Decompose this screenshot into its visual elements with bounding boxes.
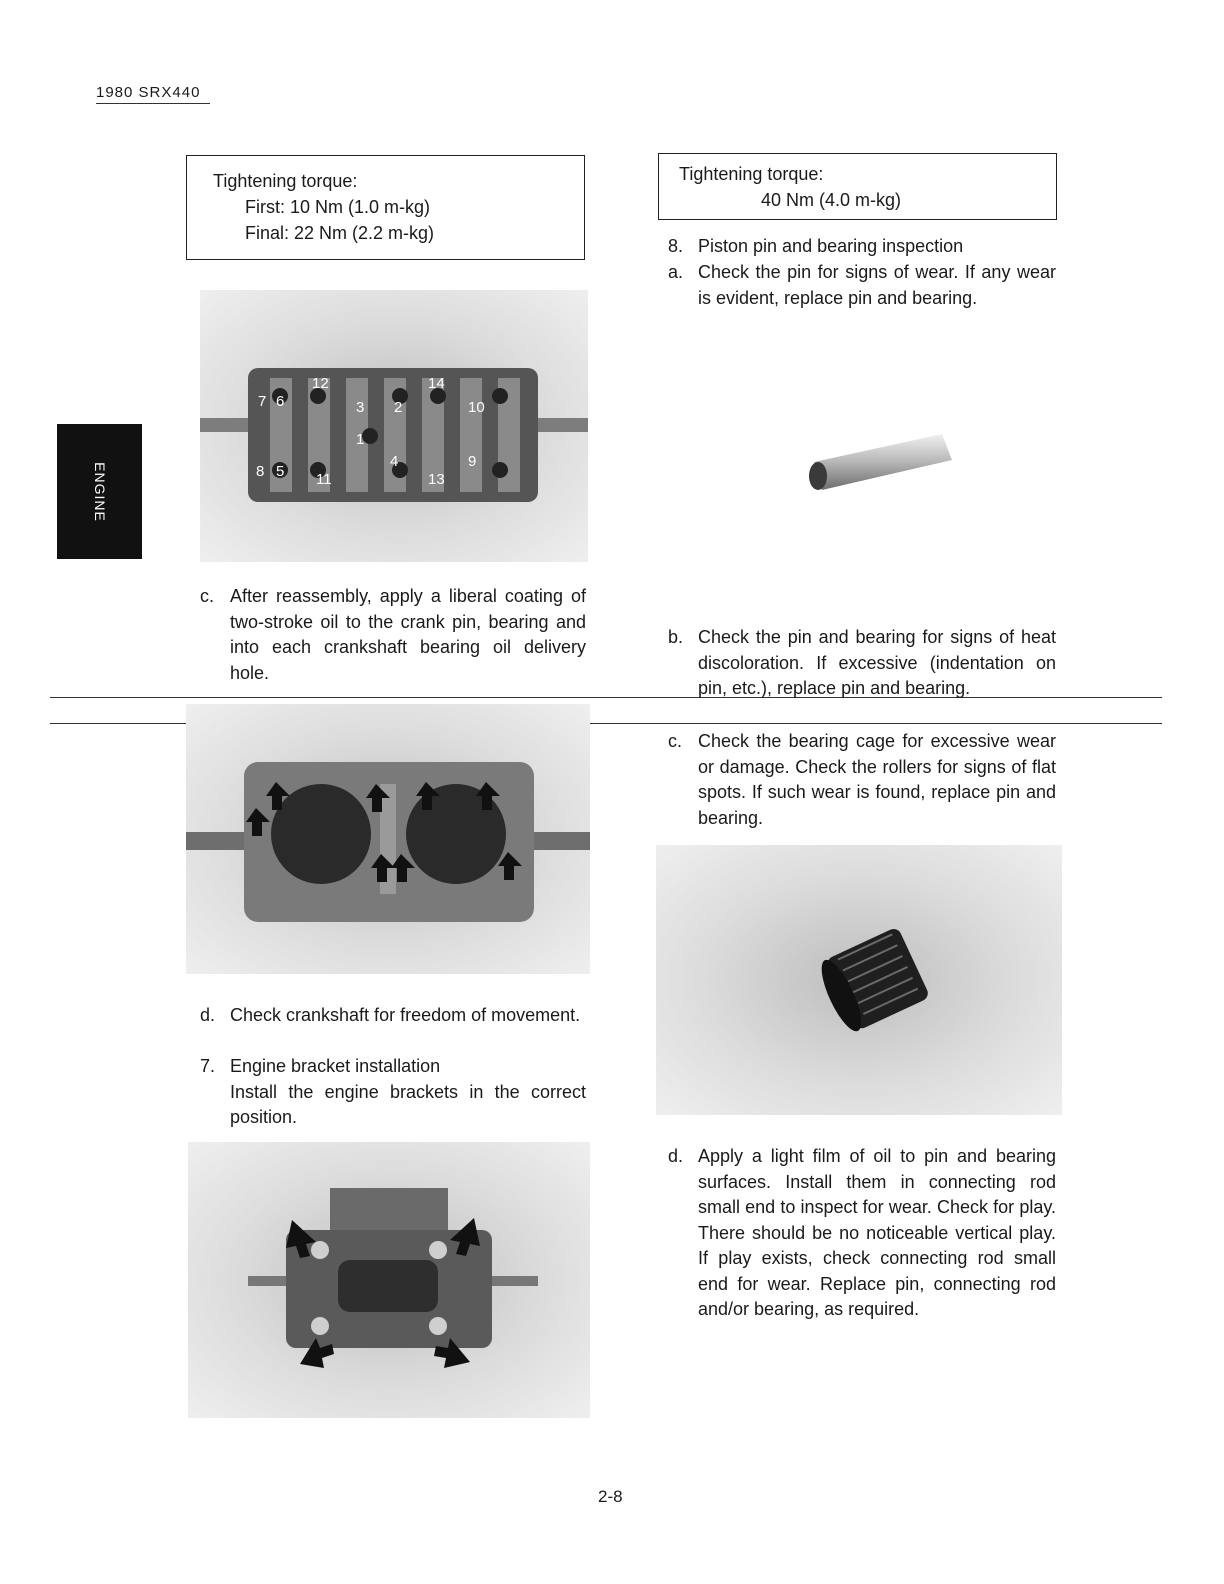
- page-number: 2-8: [598, 1487, 623, 1506]
- bolt-number-10: 10: [468, 399, 485, 416]
- step-text: Apply a light film of oil to pin and bearing surfaces. Install them in connecting rod small end to inspect for wear. Check for play. There should be no noticeable vertical play. If play exists, check connecting rod small end for wear. Replace pin, connecting rod and/or bearing, as required.: [698, 1146, 1056, 1319]
- torque-spec-box-left: [186, 155, 585, 260]
- step-c-oil-coating: [200, 584, 586, 686]
- bolt-number-3: 3: [356, 399, 365, 416]
- step-title: Engine bracket installation: [230, 1056, 441, 1076]
- torque-final: Final: 22 Nm (2.2 m-kg): [245, 223, 435, 243]
- section-tab-label: ENGINE: [91, 461, 108, 522]
- bolt-number-5: 5: [276, 463, 285, 480]
- step-label: 8.: [668, 236, 684, 256]
- step-7-engine-bracket: [200, 1054, 586, 1131]
- bolt-number-14: 14: [428, 375, 445, 392]
- step-label: a.: [668, 262, 684, 282]
- bolt-number-4: 4: [390, 453, 399, 470]
- bolt-number-11: 11: [316, 471, 332, 488]
- step-d-oil-film-play-check: [668, 1144, 1056, 1323]
- torque-spec-box-right: [658, 153, 1057, 220]
- bolt-number-9: 9: [468, 453, 477, 470]
- step-text: Piston pin and bearing inspection: [698, 236, 964, 256]
- step-text: Check the pin for signs of wear. If any wear is evident, replace pin and bearing.: [698, 262, 1056, 308]
- step-label: d.: [668, 1146, 684, 1166]
- bolt-number-1: 1: [356, 431, 365, 448]
- torque-first: First: 10 Nm (1.0 m-kg): [245, 197, 431, 217]
- torque-value: 40 Nm (4.0 m-kg): [761, 190, 902, 210]
- bolt-number-6: 6: [276, 393, 285, 410]
- crankcase-bolt-sequence-photo: [200, 290, 588, 562]
- bolt-number-7: 7: [258, 393, 267, 410]
- step-text: Check the pin and bearing for signs of heat discoloration. If excessive (indentation on pin, etc.), replace pin and bearing.: [698, 627, 1056, 698]
- step-label: c.: [200, 586, 215, 606]
- step-text: Check crankshaft for freedom of movement.: [230, 1005, 581, 1025]
- step-text: After reassembly, apply a liberal coating of two-stroke oil to the crank pin, bearing and into each crankshaft bearing oil delivery hole.: [230, 586, 586, 683]
- step-label: d.: [200, 1005, 216, 1025]
- step-label: 7.: [200, 1056, 216, 1076]
- bolt-number-8: 8: [256, 463, 265, 480]
- step-c-bearing-cage: [668, 729, 1056, 831]
- needle-bearing-photo: [656, 845, 1062, 1115]
- step-text: Check the bearing cage for excessive wear or damage. Check the rollers for signs of flat spots. If such wear is found, replace pin and bearing.: [698, 731, 1056, 828]
- bolt-number-12: 12: [312, 375, 329, 392]
- crankshaft-oil-holes-photo: [186, 704, 590, 974]
- step-8-piston-pin-inspection: [668, 234, 1056, 260]
- bolt-number-2: 2: [394, 399, 403, 416]
- step-label: b.: [668, 627, 684, 647]
- step-text: Install the engine brackets in the correct position.: [230, 1081, 586, 1127]
- section-tab: [57, 424, 142, 559]
- bolt-number-13: 13: [428, 471, 445, 488]
- step-a-pin-wear: [668, 260, 1056, 311]
- step-b-heat-discoloration: [668, 625, 1056, 702]
- torque-box-title: Tightening torque:: [679, 164, 824, 184]
- torque-box-title: Tightening torque:: [213, 171, 358, 191]
- engine-bracket-photo: [188, 1142, 590, 1418]
- step-label: c.: [668, 731, 683, 751]
- page-header: 1980 SRX440: [96, 84, 210, 104]
- step-d-crankshaft-movement: [200, 1003, 586, 1029]
- piston-pin-photo: [800, 420, 960, 500]
